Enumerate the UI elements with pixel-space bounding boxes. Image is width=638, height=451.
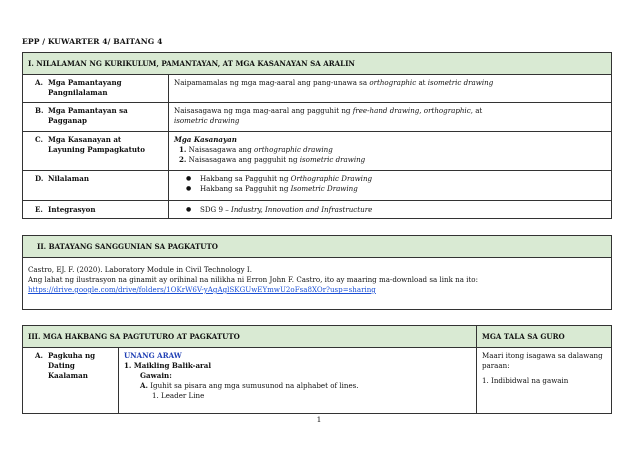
content-nilalaman [169, 171, 612, 201]
label-pamantayan-sa-pagganap: B. Mga Pamantayan sa Pagganap [23, 103, 169, 132]
gawain-label: Gawain: [140, 371, 172, 380]
section1-heading: I. NILALAMAN NG KURIKULUM, PAMANTAYAN, AT MGA KASANAYAN SA ARALIN [23, 53, 612, 75]
citation-text: Castro, EJ. F. (2020). Laboratory Module in Civil Technology I. [28, 265, 252, 274]
notes-content [477, 348, 612, 414]
curriculum-table [22, 52, 612, 219]
page-number: 1 [316, 415, 322, 424]
content-integrasyon [169, 201, 612, 219]
references-table [22, 235, 612, 310]
day-heading: UNANG ARAW [124, 351, 182, 360]
note-item: 1. Indibidwal na gawain [482, 376, 569, 385]
steps-table [22, 325, 612, 414]
kasanayan-item-2: 2. Naisasagawa ang pagguhit ng isometric drawing [179, 155, 366, 164]
label-kasanayan-at-layunin: C. Mga Kasanayan at Layuning Pampagkatuto [23, 132, 169, 171]
references-content [23, 258, 612, 310]
kasanayan-item-1: 1. Naisasagawa ang orthographic drawing [179, 145, 333, 154]
step-heading: 1. Maikling Balik-aral [124, 361, 212, 370]
content-pamantayan-sa-pagganap: Naisasagawa ng mga mag-aaral ang pagguhit ng free-hand drawing, orthographic, at isometric drawing [169, 103, 612, 132]
references-body: Ang lahat ng ilustrasyon na ginamit ay orihinal na nilikha ni Erron John F. Castro, ito ay maaring ma-download sa link na ito: [28, 275, 478, 284]
label-pagkuha-ng-dating-kaalaman: A. Pagkuha ng Dating Kaalaman [23, 348, 119, 414]
label-pamantayang-pangnilalaman: A. Mga Pamantayang Pangnilalaman [23, 75, 169, 103]
document-title: EPP / KUWARTER 4/ BAITANG 4 [22, 37, 163, 46]
note-text: Maari itong isagawa sa dalawang paraan: [482, 351, 603, 370]
download-link[interactable]: https://drive.google.com/drive/folders/1OKrW6V-yAgAglSKGUwEYmwU2oFsa8XOr?usp=sharing [28, 285, 376, 294]
label-integrasyon: E. Integrasyon [23, 201, 169, 219]
label-nilalaman: D. Nilalaman [23, 171, 169, 201]
steps-content [119, 348, 477, 414]
nilalaman-bullet-1: ● Hakbang sa Pagguhit ng Orthographic Drawing [200, 174, 606, 184]
section2-heading: II. BATAYANG SANGGUNIAN SA PAGKATUTO [23, 236, 612, 258]
task-line: A. Iguhit sa pisara ang mga sumusunod na alphabet of lines. [140, 381, 359, 390]
content-kasanayan-at-layunin [169, 132, 612, 171]
section3-heading: III. MGA HAKBANG SA PAGTUTURO AT PAGKATUTO [23, 326, 477, 348]
content-pamantayang-pangnilalaman: Naipamamalas ng mga mag-aaral ang pang-unawa sa orthographic at isometric drawing [169, 75, 612, 103]
kasanayan-heading: Mga Kasanayan [174, 135, 237, 144]
task-item: 1. Leader Line [152, 391, 205, 400]
notes-heading: MGA TALA SA GURO [477, 326, 612, 348]
nilalaman-bullet-2: ● Hakbang sa Pagguhit ng Isometric Drawing [200, 184, 606, 194]
integrasyon-bullet: ● SDG 9 – Industry, Innovation and Infrastructure [200, 205, 606, 215]
